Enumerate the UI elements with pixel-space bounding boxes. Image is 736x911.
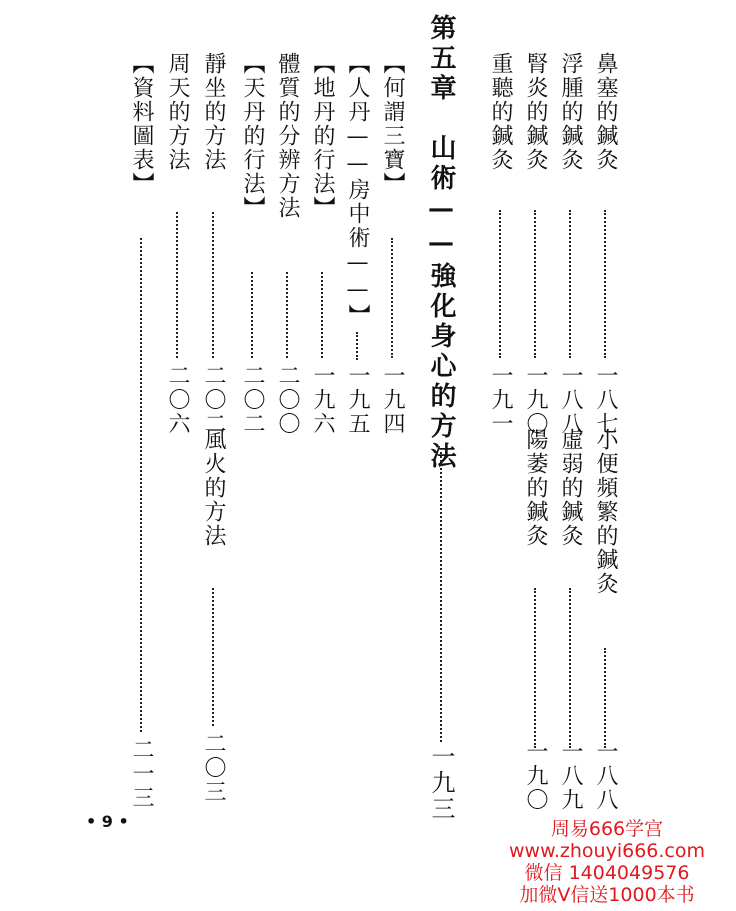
leader-dots [534, 588, 536, 748]
entry-title: 小便頻繁的鍼灸 [593, 428, 618, 596]
entry-page: 一八八 [593, 740, 618, 812]
leader-dots [391, 238, 393, 358]
entry-page: 二〇三 [201, 732, 226, 804]
entry-page: 二〇六 [165, 364, 190, 436]
toc-entry-fenghuo [198, 428, 228, 828]
leader-dots [534, 210, 536, 358]
leader-dots [604, 210, 606, 358]
leader-dots [499, 210, 501, 358]
chapter-heading [426, 14, 456, 822]
toc-entry-rendan [342, 52, 372, 812]
leader-dots [176, 212, 178, 358]
watermark-url: www.zhouyi666.com [508, 840, 705, 862]
entry-page: 一九三 [427, 744, 455, 822]
toc-entry-tizhi [272, 52, 302, 812]
entry-title: 【地丹的行法】 [310, 52, 335, 220]
toc-entry-hewei [377, 52, 407, 812]
leader-dots [569, 210, 571, 358]
toc-entry-zhoutian [162, 52, 192, 812]
entry-title: 風火的方法 [201, 428, 226, 548]
toc-entry-ziliao [126, 52, 156, 812]
entry-title: 鼻塞的鍼灸 [593, 52, 618, 172]
watermark-line: 微信 1404049576 [524, 862, 690, 884]
entry-page: 一八八 [558, 364, 583, 436]
toc-entry-yangwei [520, 428, 550, 828]
toc-entry-xuruo [555, 428, 585, 828]
entry-page: 一九〇 [523, 364, 548, 436]
page-number: • 9 • [86, 812, 129, 831]
entry-title: 體質的分辨方法 [275, 52, 300, 220]
entry-page: 一八七 [593, 364, 618, 436]
entry-title: 靜坐的方法 [201, 52, 226, 172]
entry-title: 浮腫的鍼灸 [558, 52, 583, 172]
entry-title: 重聽的鍼灸 [488, 52, 513, 172]
entry-title: 【人丹——房中術——】 [345, 52, 370, 328]
entry-title: 陽萎的鍼灸 [523, 428, 548, 548]
leader-dots [440, 452, 442, 742]
watermark-line: 周易666学宫 [550, 818, 664, 840]
toc-entry-zhongting [485, 52, 515, 812]
entry-page: 二〇二 [201, 364, 226, 436]
watermark [492, 818, 722, 906]
entry-page: 一九五 [345, 364, 370, 436]
watermark-line: 加微V信送1000本书 [519, 884, 695, 906]
entry-page: 一九六 [310, 364, 335, 436]
leader-dots [321, 272, 323, 358]
entry-title: 腎炎的鍼灸 [523, 52, 548, 172]
entry-title: 虛弱的鍼灸 [558, 428, 583, 548]
leader-dots [212, 212, 214, 358]
leader-dots [140, 238, 142, 732]
toc-entry-tiandan [237, 52, 267, 812]
leader-dots [569, 588, 571, 748]
leader-dots [251, 272, 253, 358]
leader-dots [212, 588, 214, 726]
leader-dots [356, 332, 358, 360]
toc-entry-xiaobian [590, 428, 620, 828]
entry-title: 【何謂三寶】 [380, 52, 405, 196]
chapter-title: 第五章 山術——強化身心的方法 [426, 14, 456, 472]
entry-page: 一八九 [558, 740, 583, 812]
entry-page: 一九一 [488, 364, 513, 436]
entry-page: 二〇二 [240, 364, 265, 436]
entry-title: 【資料圖表】 [129, 52, 154, 196]
entry-title: 【天丹的行法】 [240, 52, 265, 220]
entry-title: 周天的方法 [165, 52, 190, 172]
entry-page: 一九〇 [523, 740, 548, 812]
entry-page: 二一三 [129, 738, 154, 810]
toc-entry-didan [307, 52, 337, 812]
leader-dots [604, 648, 606, 748]
leader-dots [286, 272, 288, 358]
entry-page: 二〇〇 [275, 364, 300, 436]
entry-page: 一九四 [380, 364, 405, 436]
